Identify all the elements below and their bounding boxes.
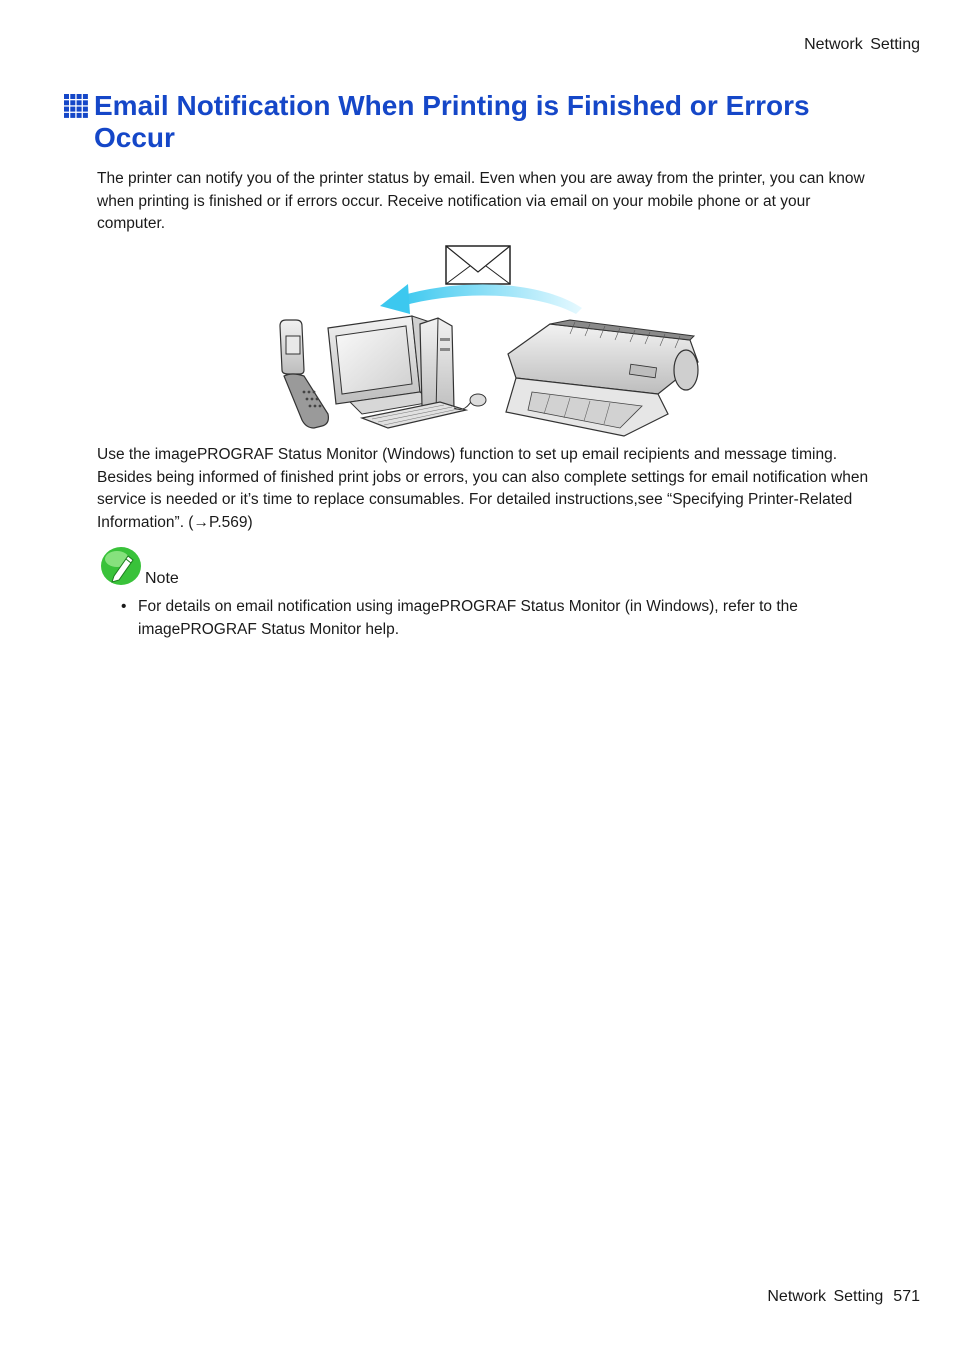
page-title: Email Notification When Printing is Finished or Errors Occur — [94, 90, 810, 153]
section-heading — [64, 90, 884, 154]
note-label: Note — [145, 570, 179, 587]
page-number: 571 — [893, 1288, 920, 1305]
page-footer — [767, 1288, 920, 1306]
grid-heading-icon — [64, 94, 88, 118]
footer-section: Network Setting — [767, 1288, 884, 1305]
running-header: Network Setting — [804, 36, 920, 53]
notification-arrow — [380, 284, 582, 314]
note-item: • For details on email notification using imagePROGRAF Status Monitor (in Windows), refer to the imagePROGRAF Status Monitor help. — [118, 596, 858, 641]
note-list — [118, 596, 858, 641]
note-pencil-icon — [100, 546, 142, 586]
email-notification-illustration — [270, 242, 700, 440]
computer-icon — [328, 316, 486, 428]
mobile-phone-icon — [280, 320, 328, 428]
envelope-icon — [446, 246, 510, 284]
printer-icon — [506, 320, 698, 436]
body-paragraph: Use the imagePROGRAF Status Monitor (Windows) function to set up email recipients and message timing. Besides being informed of finished print jobs or errors, you can also complete settings for email notification when service is needed or it’s time to replace consumables. For detailed instructions,see “Specifying Printer-Related Information”. (→P.569) — [97, 446, 869, 532]
intro-paragraph: The printer can notify you of the printer status by email. Even when you are away from the printer, you can know when printing is finished or if errors occur. Receive notification via email on your mobile phone or at your computer. — [97, 170, 865, 233]
